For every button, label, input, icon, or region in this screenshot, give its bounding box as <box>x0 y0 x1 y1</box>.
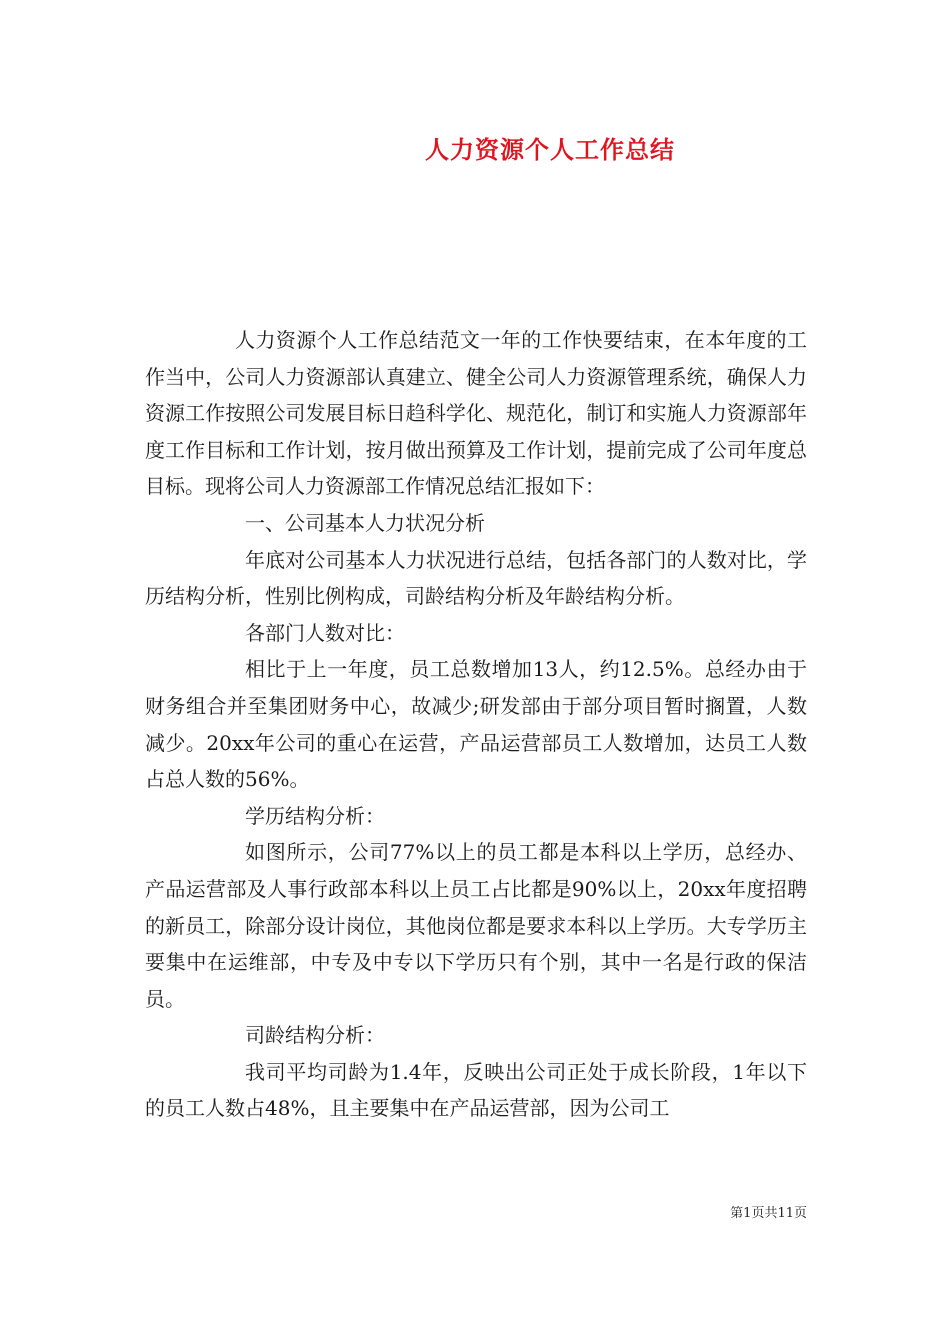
subsection-heading: 司龄结构分析： <box>245 1023 385 1048</box>
page-number: 第1页共11页 <box>730 1206 807 1221</box>
body-paragraph: 年底对公司基本人力状况进行总结，包括各部门的人数对比，学历结构分析，性别比例构成，司龄结构分析及年龄结构分析。 <box>145 547 807 609</box>
subsection-heading: 学历结构分析： <box>245 803 385 828</box>
section-heading: 一、公司基本人力状况分析 <box>245 510 485 535</box>
document-title: 人力资源个人工作总结 <box>425 135 675 164</box>
body-paragraph: 我司平均司龄为1.4年，反映出公司正处于成长阶段，1年以下的员工人数占48%，且主要集中在产品运营部，因为公司工 <box>145 1059 807 1121</box>
body-paragraph: 如图所示，公司77%以上的员工都是本科以上学历，总经办、产品运营部及人事行政部本科以上员工占比都是90%以上，20xx年度招聘的新员工，除部分设计岗位，其他岗位都是要求本科以上学历。大专学历主要集中在运维部，中专及中专以下学历只有个别，其中一名是行政的保洁员。 <box>145 840 807 1011</box>
document-body <box>145 322 807 1127</box>
body-paragraph: 相比于上一年度，员工总数增加13人，约12.5%。总经办由于财务组合并至集团财务中心，故减少;研发部由于部分项目暂时搁置，人数减少。20xx年公司的重心在运营，产品运营部员工人数增加，达员工人数占总人数的56%。 <box>145 657 807 792</box>
intro-paragraph: 人力资源个人工作总结范文一年的工作快要结束，在本年度的工作当中，公司人力资源部认真建立、健全公司人力资源管理系统，确保人力资源工作按照公司发展目标日趋科学化、规范化，制订和实施人力资源部年度工作目标和工作计划，按月做出预算及工作计划，提前完成了公司年度总目标。现将公司人力资源部工作情况总结汇报如下： <box>145 328 807 499</box>
subsection-heading: 各部门人数对比： <box>245 620 405 645</box>
